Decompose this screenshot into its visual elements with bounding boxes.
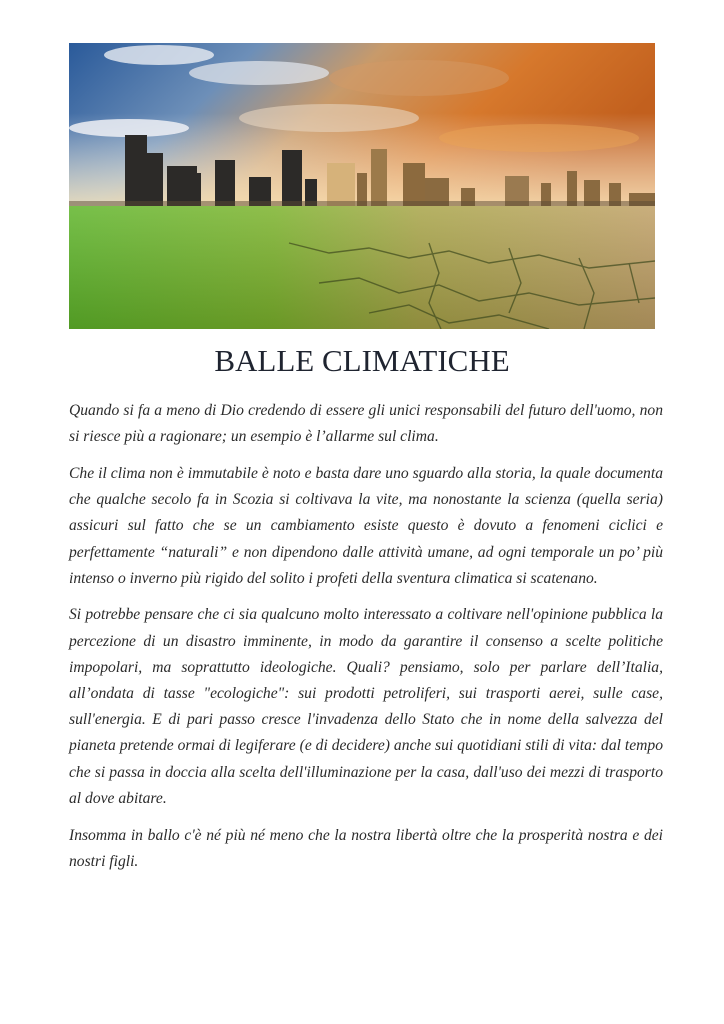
paragraph: Si potrebbe pensare che ci sia qualcuno molto interessato a coltivare nell'opinione pubblica la percezione di un disastro imminente, in modo da garantire il consenso a scelte politiche impopolari, ma soprattutto ideologiche. Quali? pensiamo, solo per parlare dell’Italia, all’ondata di tasse "ecologiche": sui prodotti petroliferi, sui trasporti aerei, sulle case, sull'energia. E di pari passo cresce l'invadenza dello Stato che in nome della salvezza del pianeta pretende ormai di legiferare (e di decidere) anche sui quotidiani stili di vita: dal tempo che si passa in doccia alla scelta dell'illuminazione per la casa, dall'uso dei mezzi di trasporto al dove abitare.	[69, 606, 663, 807]
page-title: BALLE CLIMATICHE	[214, 343, 510, 378]
paragraph: Quando si fa a meno di Dio credendo di essere gli unici responsabili del futuro dell'uomo, non si riesce più a ragionare; un esempio è l’allarme sul clima.	[69, 402, 663, 446]
hero-image	[69, 43, 655, 329]
article-body	[69, 398, 663, 885]
paragraph: Che il clima non è immutabile è noto e basta dare uno sguardo alla storia, la quale documenta che qualche secolo fa in Scozia si coltivava la vite, ma nonostante la scienza (quella seria) assicuri sul fatto che se un cambiamento esiste questo è dovuto a fenomeni ciclici e perfettamente “naturali” e non dipendono dalle attività umane, ad ogni temporale un po’ più intenso o inverno più rigido del solito i profeti della sventura climatica si scatenano.	[69, 464, 663, 587]
paragraph: Insomma in ballo c'è né più né meno che la nostra libertà oltre che la prosperità nostra e dei nostri figli.	[69, 826, 663, 870]
climate-change-city-image	[69, 43, 655, 329]
